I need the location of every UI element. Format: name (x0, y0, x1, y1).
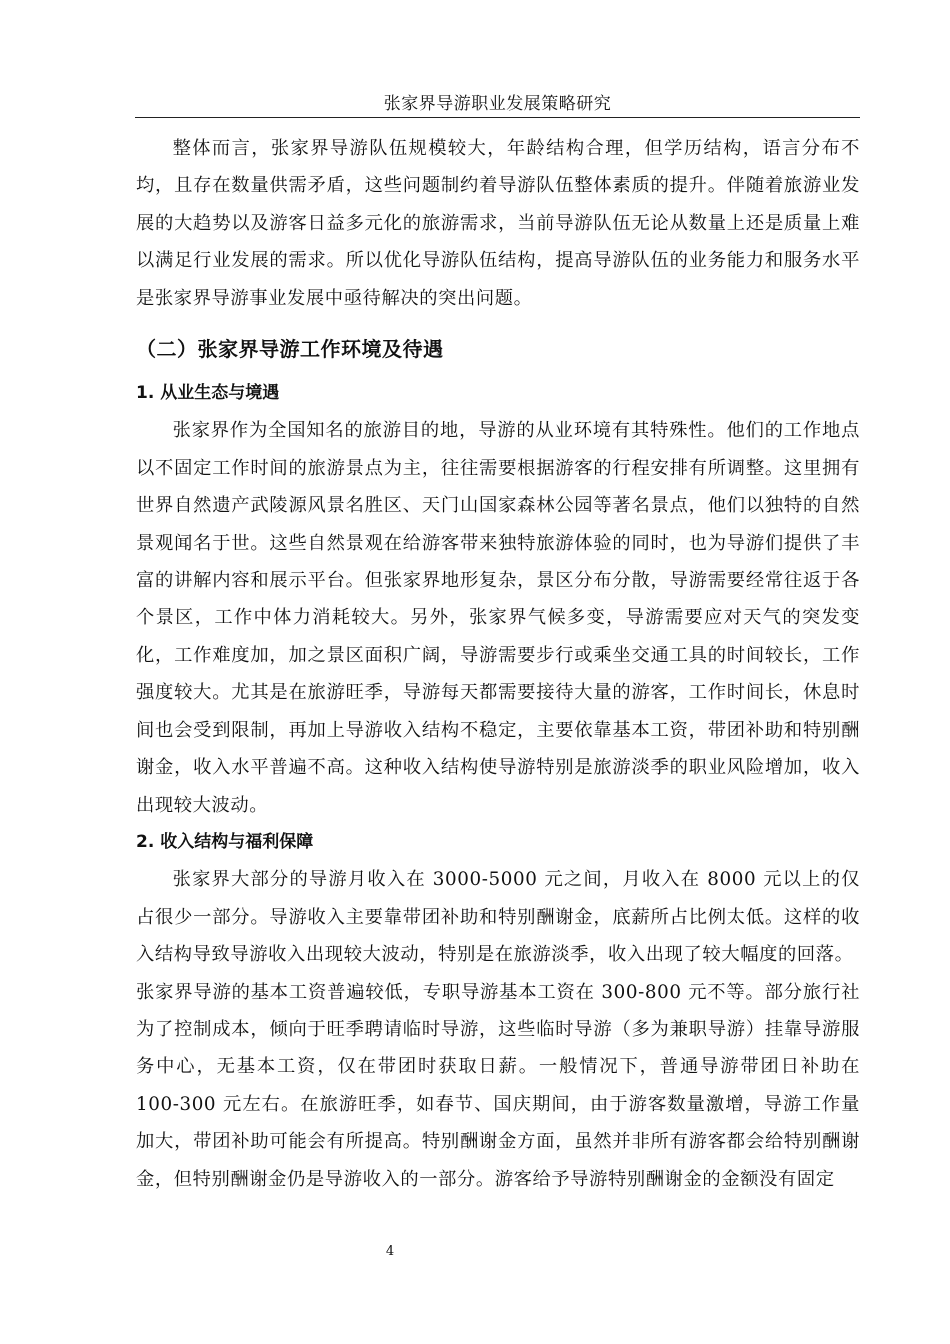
subsection-1-paragraph: 张家界作为全国知名的旅游目的地，导游的从业环境有其特殊性。他们的工作地点以不固定工作时间的旅游景点为主，往往需要根据游客的行程安排有所调整。这里拥有世界自然遗产武陵源风景名胜区、天门山国家森林公园等著名景点，他们以独特的自然景观闻名于世。这些自然景观在给游客带来独特旅游体验的同时，也为导游们提供了丰富的讲解内容和展示平台。但张家界地形复杂，景区分布分散，导游需要经常往返于各个景区，工作中体力消耗较大。另外，张家界气候多变，导游需要应对天气的突发变化，工作难度加，加之景区面积广阔，导游需要步行或乘坐交通工具的时间较长，工作强度较大。尤其是在旅游旺季，导游每天都需要接待大量的游客，工作时间长，休息时间也会受到限制，再加上导游收入结构不稳定，主要依靠基本工资，带团补助和特别酬谢金，收入水平普遍不高。这种收入结构使导游特别是旅游淡季的职业风险增加，收入出现较大波动。 (136, 420, 860, 816)
section-heading: （二）张家界导游工作环境及待遇 (136, 337, 444, 362)
page-number: 4 (385, 1244, 395, 1259)
subsection-heading-2: 2. 收入结构与福利保障 (136, 831, 314, 852)
subsection-2-paragraph-continued: 张家界导游的基本工资普遍较低，专职导游基本工资在 300-800 元不等。部分旅行社为了控制成本，倾向于旺季聘请临时导游，这些临时导游（多为兼职导游）挂靠导游服务中心，无基本工资，仅在带团时获取日薪。一般情况下，普通导游带团日补助在 100-300 元左右。在旅游旺季，如春节、国庆期间，由于游客数量激增，导游工作量加大，带团补助可能会有所提高。特别酬谢金方面，虽然并非所有游客都会给特别酬谢金，但特别酬谢金仍是导游收入的一部分。游客给予导游特别酬谢金的金额没有固定 (136, 981, 860, 1190)
running-header: 张家界导游职业发展策略研究 (383, 94, 612, 114)
subsection-2-paragraph: 张家界大部分的导游月收入在 3000-5000 元之间，月收入在 8000 元以上的仅占很少一部分。导游收入主要靠带团补助和特别酬谢金，底薪所占比例太低。这样的收入结构导致导游收入出现较大波动，特别是在旅游淡季，收入出现了较大幅度的回落。 (136, 869, 860, 966)
document-body (136, 130, 860, 1198)
intro-paragraph: 整体而言，张家界导游队伍规模较大，年龄结构合理，但学历结构，语言分布不均，且存在数量供需矛盾，这些问题制约着导游队伍整体素质的提升。伴随着旅游业发展的大趋势以及游客日益多元化的旅游需求，当前导游队伍无论从数量上还是质量上难以满足行业发展的需求。所以优化导游队伍结构，提高导游队伍的业务能力和服务水平是张家界导游事业发展中亟待解决的突出问题。 (136, 138, 860, 309)
header-rule (135, 117, 860, 118)
subsection-heading-1: 1. 从业生态与境遇 (136, 383, 280, 404)
